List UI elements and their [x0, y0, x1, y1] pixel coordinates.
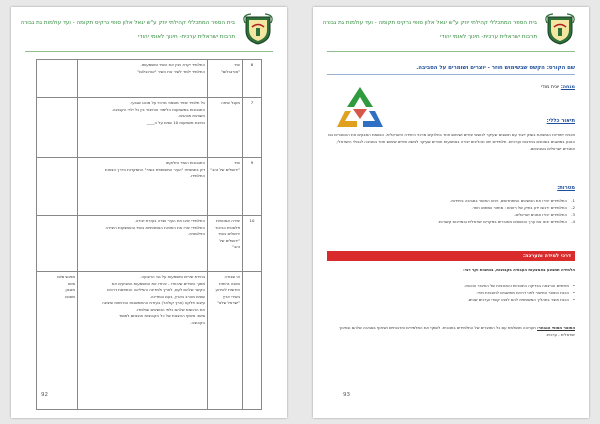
method-item — [327, 297, 575, 304]
page-header — [313, 7, 589, 53]
method-intro: הלמידה תתבצע באמצעות העבודה בקבוצות, בכתבות וקר רבי: — [463, 267, 575, 272]
school-emblem-icon — [545, 13, 575, 45]
method-text: הכנת תוצר בתהליך המשותפת להם לנציג קשרי וערכים שונים. — [467, 296, 569, 302]
activity-note — [37, 98, 78, 158]
activity-type: מעגל שיחה — [208, 98, 243, 158]
goal-text: התלמידים יבינו את ערך הנושאים מחוברים במקרים ישראלית ובמדינות קשורות. — [437, 219, 567, 224]
goal-text: התלמידים ירכשו ידע בתיק של רזונים : מחזור ושימוש חוזר. — [471, 205, 567, 210]
method-item — [327, 283, 575, 290]
guide-name: יונית מודי — [541, 85, 560, 90]
activity-description: התבוננות השיר וחלוקתו דיון בתמציתי "העיר המשותפת בשיר" התמקדות בדרך הצחות התלמידו. — [78, 158, 208, 216]
table-row — [37, 98, 262, 158]
document-page-right — [313, 7, 589, 418]
bullet-icon: • — [572, 283, 575, 288]
learning-method-bar — [327, 251, 575, 261]
method-text: חוויתיים והרצאה בבדיקה בתוכניות והתוכניות של החיבור והכנות. — [464, 283, 569, 288]
methods-list — [327, 283, 575, 303]
activity-note — [37, 158, 78, 216]
activity-description: בחירת שירים ומשמעות על גבי הרצועה. מתוך השירים שיבחרו - יבחרו את המשמעות המביעים את הקשר שלהם לעם, לארץ ולמדינה והפליאה הנתפסת דרכים שונים מהרב בארץ, בעם ובמדינה. עיצוב פלקט (ארץ קולאז') בעזרת ההתמשכות הנרמזות שיציגה את הרגשות שלהם כלפי הנושאים שנלמדו. סיום: איסוף ההצגות של כל הקבוצות והצגתם למוסד הקבוצה. — [78, 272, 208, 410]
school-emblem-icon — [243, 13, 273, 45]
goal-item — [327, 204, 575, 211]
table-row — [37, 216, 262, 272]
goal-number: 3. — [571, 212, 575, 217]
goal-text: התלמידים יכירו את הנושאים המתחדשים, ויכינו החוסר בסביבה ביחידות. — [450, 198, 567, 203]
final-product — [327, 325, 575, 339]
page-number: 93 — [343, 392, 350, 398]
page-number: 92 — [41, 392, 48, 398]
row-number: 9 — [243, 158, 262, 216]
header-divider — [327, 51, 575, 52]
activity-description: כל תלמיד יספר מסמכי מרכזי על מנהג שבועי. התבוננות במשמעות הלימוד והחיבור בין כל ילדי הקבוצה. השוואת מנהגים. כתיבת משמעות 10 שנים על ה____ — [78, 98, 208, 158]
activity-description: התלמיד יקרא ויבין את השיר ומשמעותו. התלמיד ילמד לשיר את השיר "אורנבלום" — [78, 60, 208, 98]
activity-note — [37, 60, 78, 98]
course-title: שם הקורס: הקשס שבשימוש חוזר - יוצרים ושומרים על הסביבה. — [416, 65, 575, 71]
school-subtitle: תרבות ישראלית ערכית- חינוך לאומי יהודי — [440, 34, 537, 40]
activity-type: שיר "אורנבלום" — [208, 60, 243, 98]
bullet-icon: • — [572, 296, 575, 302]
goal-text: התלמידים יכירו אמנים ישראלים. — [514, 212, 567, 217]
final-product-text: תערוכה מושלמת עם כל התוצרים של התלמידים בתוכנית. לשתף את התלמידים ותרבותיים ושיתוף בסביבה שלהם ובחינוך ישראלית - ערכית. — [339, 325, 575, 337]
goal-number: 4. — [571, 219, 575, 224]
guide-label: מנחה: — [560, 85, 575, 90]
goal-item — [327, 197, 575, 204]
activity-note — [37, 216, 78, 272]
description-text: תכנית ייחודיות הנמצאת בשוק ייצור עם תושבים שעיקר לנושאי ציפים ושימוש חוזר בחלוקים מרכזי היחידה הישראלית. הגשמת המבעים את ההסברים בם הנוגע במושגים בשכונים בתרבות וערכיות. תלמידים יחוו תהליכים יצירה באמצעות חוזרים שעיקר לנושא ציפים שימוש חוזר בסביבה לגבולי הישראלי, אתגרים ישראלים בסביבתם. — [328, 132, 575, 151]
school-name: בית הספר המתכללי קהילתי יוזק ע"ש יגאל אלון סופי נרקיס תקומה - ועד עולמות גת גבורה — [20, 20, 235, 26]
document-page-left — [11, 7, 287, 418]
final-product-label: התוצר הסופי הנבחר: — [537, 325, 575, 330]
table-row — [37, 60, 262, 98]
header-divider — [25, 51, 273, 52]
goal-number: 1. — [571, 198, 575, 203]
activity-description: התלמידי יציגו את העיר ושרה בעזרת יצירה. התלמידי יצרו את החוויות האמנותיות בשיר ובאמצעות היצירה הפלסטית. — [78, 216, 208, 272]
goal-number: 2. — [571, 205, 575, 210]
row-number: 6 — [243, 60, 262, 98]
row-number: 7 — [243, 98, 262, 158]
method-item — [327, 290, 575, 297]
school-subtitle: תרבות ישראלית ערכית- חינוך לאומי יהודי — [138, 34, 235, 40]
school-name: בית הספר המתכללי קהילתי יוזק ע"ש יגאל אלון סופי נרקיס תקומה - ועד עולמות גת גבורה — [322, 20, 537, 26]
recycle-symbol-icon — [333, 83, 387, 133]
goal-item — [327, 211, 575, 218]
goal-item — [327, 218, 575, 225]
learning-method-heading: דרכי למידה והערכה: — [523, 252, 571, 259]
activity-type: יצירה אמנותית פלסטית כביכור ירושלים בשיר "ירושלים של זהב" — [208, 216, 243, 272]
goals-list — [327, 197, 575, 225]
title-divider — [327, 74, 575, 75]
method-text: הכנת התוצר המיוצר לפני דרכים מחושבים לתוכניות ויופי. — [476, 289, 569, 295]
row-number — [243, 272, 262, 410]
description-heading: תיאור כללי: — [546, 118, 575, 124]
table-row — [37, 158, 262, 216]
activity-note: מפגש סיום סיום מנגנון מסכם — [37, 272, 78, 410]
goals-heading: מטרות: — [557, 185, 575, 191]
bullet-icon: • — [572, 289, 575, 295]
row-number: 10 — [243, 216, 262, 272]
activity-type: שיר "ירושלים של זהב" — [208, 158, 243, 216]
activity-type: אי שבורה ומוכה נרמזת חודשית לאירוע בשירי ארץ "ישראל שלנו" — [208, 272, 243, 410]
lesson-plan-table — [36, 59, 262, 410]
table-row — [37, 272, 262, 410]
page-header — [11, 7, 287, 53]
